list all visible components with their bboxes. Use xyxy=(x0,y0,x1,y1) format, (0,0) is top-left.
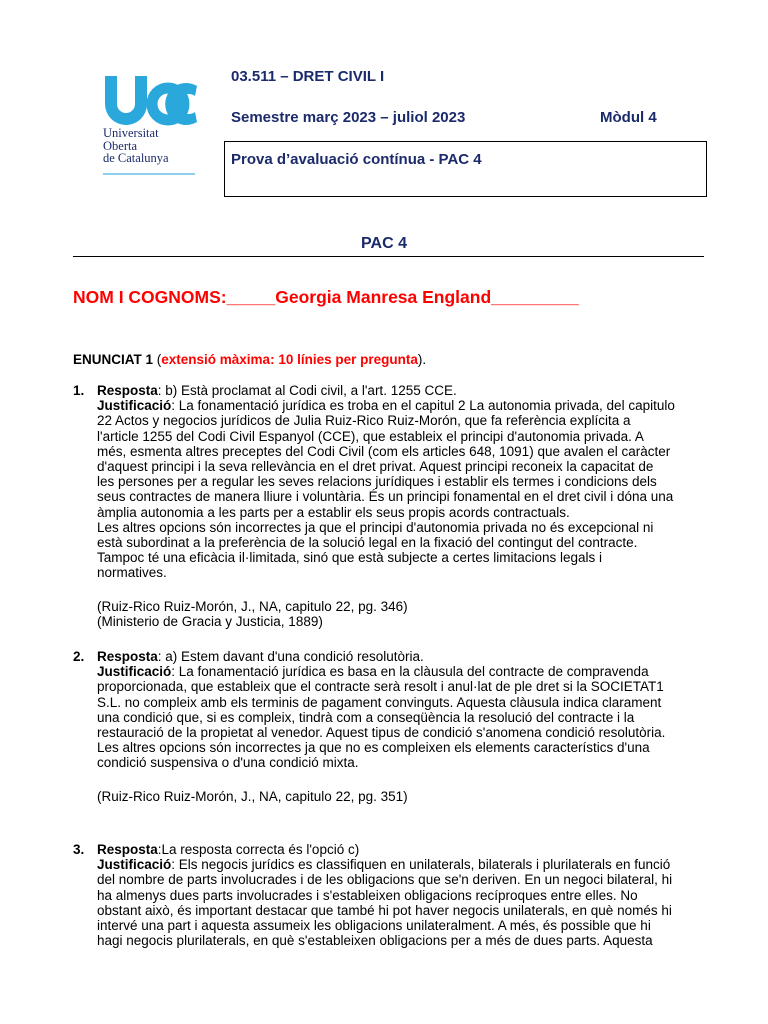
question-2 xyxy=(73,649,713,804)
justification-line: : La fonamentació jurídica es basa en la clàusula del contracte de compravenda xyxy=(171,664,649,680)
answer-label: Resposta xyxy=(97,842,158,857)
logo-line-3: de Catalunya xyxy=(103,151,169,165)
page-title: PAC 4 xyxy=(361,235,407,252)
justification-line: àmplia autonomia a les parts per a establir els seus propis acords contractuals. xyxy=(97,504,570,520)
uoc-logo-name xyxy=(103,127,169,165)
statement-open: ( xyxy=(153,352,162,367)
assessment-box xyxy=(224,141,707,197)
answer-text: :La resposta correcta és l'opció c) xyxy=(157,842,360,857)
statement-note: extensió màxima: 10 línies per pregunta xyxy=(161,352,418,367)
justification-line: condició suspensiva o d'una condició mixta. xyxy=(97,755,359,771)
citation: (Ministerio de Gracia y Justicia, 1889) xyxy=(97,613,323,629)
justification-line: Les altres opcions són incorrectes ja que el principi d'autonomia privada no és excepcional ni xyxy=(97,519,654,535)
justification-line: intervé una part i aquesta assumeix les obligacions unilateralment. A més, és possible que hi xyxy=(97,918,651,934)
answer-label: Resposta xyxy=(97,383,158,398)
answer-text: : a) Estem davant d'una condició resolutòria. xyxy=(157,649,424,664)
logo-underline xyxy=(103,173,195,175)
justification-line: obstant això, és important destacar que també hi pot haver negocis unilaterals, en què només hi xyxy=(97,902,672,918)
student-name: NOM I COGNOMS:_____Georgia Manresa England_________ xyxy=(73,287,579,307)
justification-line: normatives. xyxy=(97,565,167,581)
justification-line: : Els negocis jurídics es classifiquen en unilaterals, bilaterals i plurilaterals en funció xyxy=(171,857,671,873)
justification-line: està subordinat a la preferència de la solució legal en la fixació del contingut del contracte. xyxy=(97,535,638,551)
question-3 xyxy=(73,842,713,948)
logo-line-2: Oberta xyxy=(103,138,138,153)
justification-line: : La fonamentació jurídica es troba en el capitul 2 La autonomia privada, del capitulo xyxy=(171,398,675,414)
justification-label: Justificació xyxy=(97,857,172,873)
statement-heading xyxy=(73,352,426,367)
justification-line: seus contractes de manera lliure i voluntària. És un principi fonamental en el dret civil i dóna una xyxy=(97,489,674,505)
justification-line: d'aquest principi i la seva rellevància en el dret privat. Aquest principi reconeix la capacitat de xyxy=(97,459,654,475)
justification-line: hagi negocis plurilaterals, en què s'estableixen obligacions per a més de dues parts. Aquesta xyxy=(97,933,653,949)
justification-line: restauració de la propietat al venedor. Aquest tipus de condició s'anomena condició resolutòria. xyxy=(97,725,666,741)
question-number: 1. xyxy=(73,383,85,398)
semester-label: Semestre març 2023 – juliol 2023 xyxy=(231,109,466,126)
justification-line: més, esmenta altres preceptes del Codi Civil (com els articles 648, 1091) que avalen el caràcter xyxy=(97,443,671,459)
assessment-title: Prova d’avaluació contínua - PAC 4 xyxy=(231,151,482,168)
justification-label: Justificació xyxy=(97,398,172,414)
question-number: 2. xyxy=(73,649,85,664)
title-divider xyxy=(73,256,704,257)
question-1 xyxy=(73,383,713,629)
justification-label: Justificació xyxy=(97,664,172,680)
logo-line-1: Universitat xyxy=(103,126,159,140)
citation: (Ruiz-Rico Ruiz-Morón, J., NA, capitulo 22, pg. 346) xyxy=(97,598,408,614)
justification-line: Tampoc té una eficàcia il·limitada, sinó que està subjecte a certes limitacions legals i xyxy=(97,550,602,566)
course-title: 03.511 – DRET CIVIL I xyxy=(231,68,385,85)
justification-line: Les altres opcions són incorrectes ja que no es compleixen els elements característics d'una xyxy=(97,740,650,756)
justification-line: l'article 1255 del Codi Civil Espanyol (CCE), que estableix el principi d'autonomia privada. A xyxy=(97,428,644,444)
justification-line: les persones per a regular les seves relacions jurídiques i establir els termes i condicions dels xyxy=(97,474,657,490)
statement-close: ). xyxy=(417,352,427,367)
answer-text: : b) Està proclamat al Codi civil, a l'art. 1255 CCE. xyxy=(157,383,457,398)
citation: (Ruiz-Rico Ruiz-Morón, J., NA, capitulo 22, pg. 351) xyxy=(97,788,408,804)
question-number: 3. xyxy=(73,842,85,857)
uoc-logo-letters xyxy=(103,72,197,126)
justification-line: ha almenys dues parts involucrades i s'estableixen obligacions recíproques entre elles. No xyxy=(97,887,638,903)
justification-line: S.L. no compleix amb els terminis de pagament convinguts. Aquesta clàusula indica clarament xyxy=(97,694,662,710)
module-label: Mòdul 4 xyxy=(600,109,657,126)
uoc-logo xyxy=(103,72,197,176)
justification-line: del nombre de parts involucrades i de les obligacions que se'n deriven. En un negoci bilateral, hi xyxy=(97,872,673,888)
justification-line: proporcionada, que estableix que el contracte serà resolt i anul·lat de ple dret si la SOCIETAT1 xyxy=(97,679,664,695)
statement-label: ENUNCIAT 1 xyxy=(73,352,154,367)
justification-line: 22 Actos y negocios jurídicos de Julia Ruiz-Rico Ruiz-Morón, que fa referència explícita a xyxy=(97,413,631,429)
answer-label: Resposta xyxy=(97,649,158,664)
justification-line: una condició que, si es compleix, tindrà com a conseqüència la resolució del contracte i la xyxy=(97,709,635,725)
